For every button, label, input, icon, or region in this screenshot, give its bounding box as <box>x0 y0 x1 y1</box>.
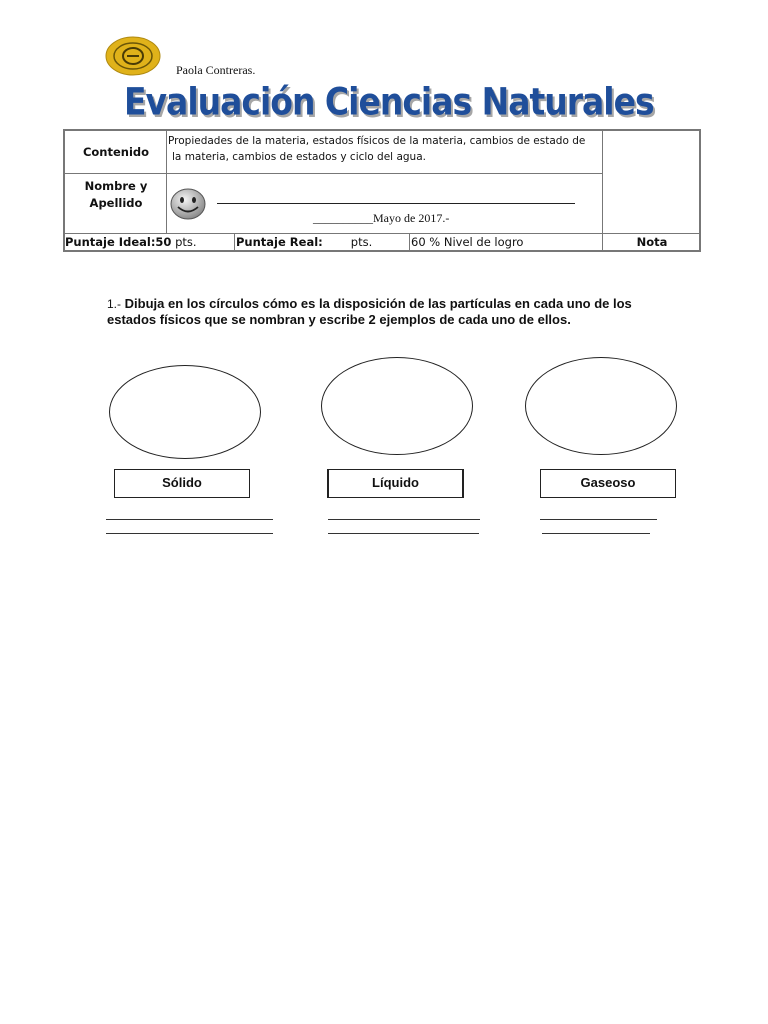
puntaje-real: Puntaje Real: pts. <box>236 235 373 249</box>
question-1 <box>107 296 667 327</box>
page-title: Evaluación Ciencias Naturales <box>124 80 654 124</box>
name-answer-line[interactable] <box>217 203 575 204</box>
puntaje-ideal: Puntaje Ideal:50 pts. <box>65 235 197 249</box>
solid-drawing-circle[interactable] <box>109 365 261 459</box>
nombre-label: Nombre y Apellido <box>84 179 148 210</box>
gas-drawing-circle[interactable] <box>525 357 677 455</box>
state-label-solid: Sólido <box>114 469 250 498</box>
liquid-drawing-circle[interactable] <box>321 357 473 455</box>
question-number: 1.- <box>107 297 122 311</box>
date-text: __________Mayo de 2017.- <box>313 211 450 225</box>
contenido-text: Propiedades de la materia, estados físicos de la materia, cambios de estado de la materia, cambios de estados y ciclo del agua. <box>168 135 586 163</box>
solid-example-line-1[interactable] <box>106 519 273 520</box>
liquid-example-line-2[interactable] <box>328 533 479 534</box>
info-table <box>63 129 701 252</box>
school-logo-icon <box>105 36 161 76</box>
nota-label: Nota <box>636 235 668 249</box>
smiley-icon <box>169 188 207 220</box>
nivel-logro: 60 % Nivel de logro <box>411 235 524 249</box>
question-text: Dibuja en los círculos cómo es la disposición de las partículas en cada uno de los estados físicos que se nombran y escribe 2 ejemplos de cada uno de ellos. <box>107 296 632 327</box>
state-label-liquid: Líquido <box>327 469 464 498</box>
solid-example-line-2[interactable] <box>106 533 273 534</box>
teacher-name: Paola Contreras. <box>176 63 256 77</box>
liquid-example-line-1[interactable] <box>328 519 480 520</box>
gas-example-line-2[interactable] <box>542 533 650 534</box>
gas-example-line-1[interactable] <box>540 519 657 520</box>
state-label-gas: Gaseoso <box>540 469 676 498</box>
contenido-label: Contenido <box>82 145 150 159</box>
